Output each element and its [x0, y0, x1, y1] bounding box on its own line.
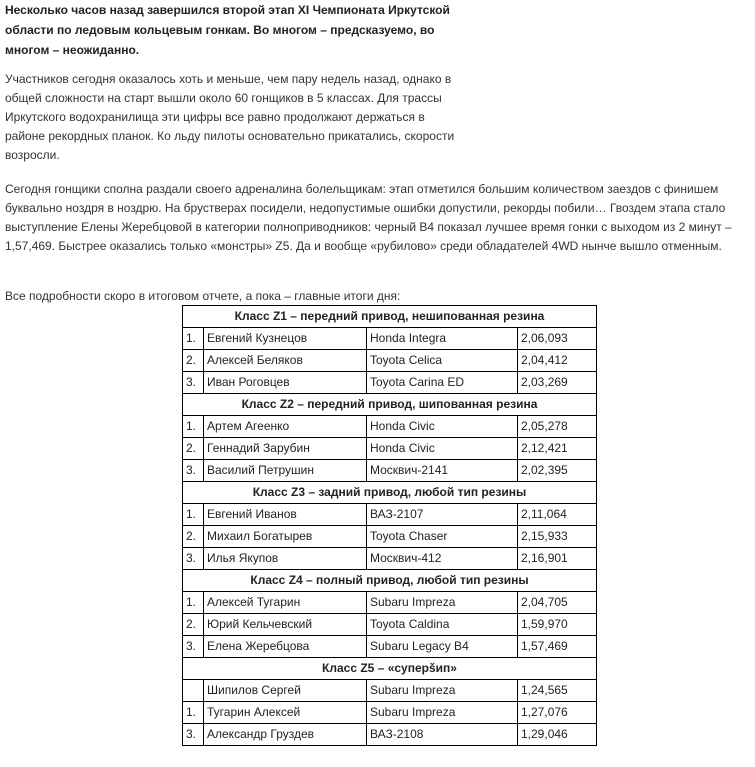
results-table [182, 305, 597, 746]
car-cell: Subaru Impreza [367, 592, 518, 614]
table-row [183, 372, 597, 394]
place-cell: 2. [183, 526, 204, 548]
class-header-row [183, 306, 597, 328]
table-row [183, 350, 597, 372]
place-cell: 1. [183, 416, 204, 438]
driver-cell: Иван Роговцев [204, 372, 367, 394]
table-row [183, 636, 597, 658]
car-cell: Honda Civic [367, 416, 518, 438]
place-cell: 1. [183, 504, 204, 526]
class-header-row [183, 570, 597, 592]
car-cell: Toyota Chaser [367, 526, 518, 548]
table-row [183, 548, 597, 570]
place-cell: 3. [183, 636, 204, 658]
article-lead: Несколько часов назад завершился второй этап XI Чемпионата Иркутской области по ледовым кольцевым гонкам. Во многом – предсказуемо, во многом – неожиданно. [5, 3, 450, 57]
car-cell: Москвич-2141 [367, 460, 518, 482]
place-cell: 2. [183, 350, 204, 372]
time-cell: 2,04,705 [518, 592, 597, 614]
article-paragraph: Участников сегодня оказалось хоть и меньше, чем пару недель назад, однако в общей сложности на старт вышли около 60 гонщиков в 5 классах. Для трассы Иркутского водохранилища эти цифры все равно продолжают держаться в районе рекордных планок. Ко льду пилоты основательно прикатались, скорости возросли. [5, 72, 455, 162]
place-cell: 3. [183, 372, 204, 394]
table-row [183, 614, 597, 636]
car-cell: Subaru Impreza [367, 680, 518, 702]
time-cell: 2,11,064 [518, 504, 597, 526]
car-cell: Honda Integra [367, 328, 518, 350]
time-cell: 2,03,269 [518, 372, 597, 394]
class-header-row [183, 394, 597, 416]
place-cell: 3. [183, 724, 204, 746]
table-row [183, 328, 597, 350]
table-row [183, 504, 597, 526]
table-row [183, 526, 597, 548]
table-row [183, 416, 597, 438]
driver-cell: Елена Жеребцова [204, 636, 367, 658]
driver-cell: Алексей Тугарин [204, 592, 367, 614]
table-row [183, 724, 597, 746]
driver-cell: Юрий Кельчевский [204, 614, 367, 636]
time-cell: 2,16,901 [518, 548, 597, 570]
time-cell: 2,06,093 [518, 328, 597, 350]
table-row [183, 592, 597, 614]
article-paragraph: Все подробности скоро в итоговом отчете, а пока – главные итоги дня: [5, 289, 401, 303]
time-cell: 2,12,421 [518, 438, 597, 460]
car-cell: Subaru Impreza [367, 702, 518, 724]
place-cell: 3. [183, 460, 204, 482]
time-cell: 1,59,970 [518, 614, 597, 636]
car-cell: Toyota Caldina [367, 614, 518, 636]
time-cell: 1,27,076 [518, 702, 597, 724]
article-body [5, 0, 753, 303]
place-cell: 1. [183, 328, 204, 350]
table-row [183, 438, 597, 460]
class-title: Класс Z4 – полный привод, любой тип резины [183, 570, 597, 592]
car-cell: Москвич-412 [367, 548, 518, 570]
driver-cell: Тугарин Алексей [204, 702, 367, 724]
place-cell: 1. [183, 592, 204, 614]
car-cell: Subaru Legacy B4 [367, 636, 518, 658]
car-cell: ВАЗ-2108 [367, 724, 518, 746]
driver-cell: Артем Агеенко [204, 416, 367, 438]
car-cell: Toyota Carina ED [367, 372, 518, 394]
car-cell: Toyota Celica [367, 350, 518, 372]
driver-cell: Илья Якупов [204, 548, 367, 570]
driver-cell: Алексей Беляков [204, 350, 367, 372]
time-cell: 1,29,046 [518, 724, 597, 746]
place-cell: 1. [183, 702, 204, 724]
car-cell: Honda Civic [367, 438, 518, 460]
driver-cell: Василий Петрушин [204, 460, 367, 482]
time-cell: 1,24,565 [518, 680, 597, 702]
driver-cell: Александр Груздев [204, 724, 367, 746]
driver-cell: Евгений Иванов [204, 504, 367, 526]
driver-cell: Михаил Богатырев [204, 526, 367, 548]
table-row [183, 702, 597, 724]
time-cell: 2,05,278 [518, 416, 597, 438]
class-title: Класс Z1 – передний привод, нешипованная резина [183, 306, 597, 328]
driver-cell: Евгений Кузнецов [204, 328, 367, 350]
class-title: Класс Z2 – передний привод, шипованная резина [183, 394, 597, 416]
place-cell: 2. [183, 438, 204, 460]
table-row [183, 680, 597, 702]
time-cell: 1,57,469 [518, 636, 597, 658]
time-cell: 2,15,933 [518, 526, 597, 548]
article-paragraph: Сегодня гонщики сполна раздали своего адреналина болельщикам: этап отметился большим количеством заездов с финишем буквально ноздря в ноздрю. На брустверах посидели, недопустимые ошибки допустили, рекорды побили… Гвоздем этапа стало выступление Елены Жеребцовой в категории полноприводников: черный B4 показал лучшее время гонки с выходом из 2 минут – 1,57,469. Быстрее оказались только «монстры» Z5. Да и вообще «рубилово» среди обладателей 4WD нынче вышло отменным. [5, 182, 732, 253]
class-title: Класс Z3 – задний привод, любой тип резины [183, 482, 597, 504]
class-header-row [183, 658, 597, 680]
car-cell: ВАЗ-2107 [367, 504, 518, 526]
time-cell: 2,04,412 [518, 350, 597, 372]
place-cell: 3. [183, 548, 204, 570]
table-row [183, 460, 597, 482]
driver-cell: Шипилов Сергей [204, 680, 367, 702]
class-title: Класс Z5 – «суперšип» [183, 658, 597, 680]
class-header-row [183, 482, 597, 504]
place-cell: 2. [183, 614, 204, 636]
place-cell [183, 680, 204, 702]
driver-cell: Геннадий Зарубин [204, 438, 367, 460]
time-cell: 2,02,395 [518, 460, 597, 482]
